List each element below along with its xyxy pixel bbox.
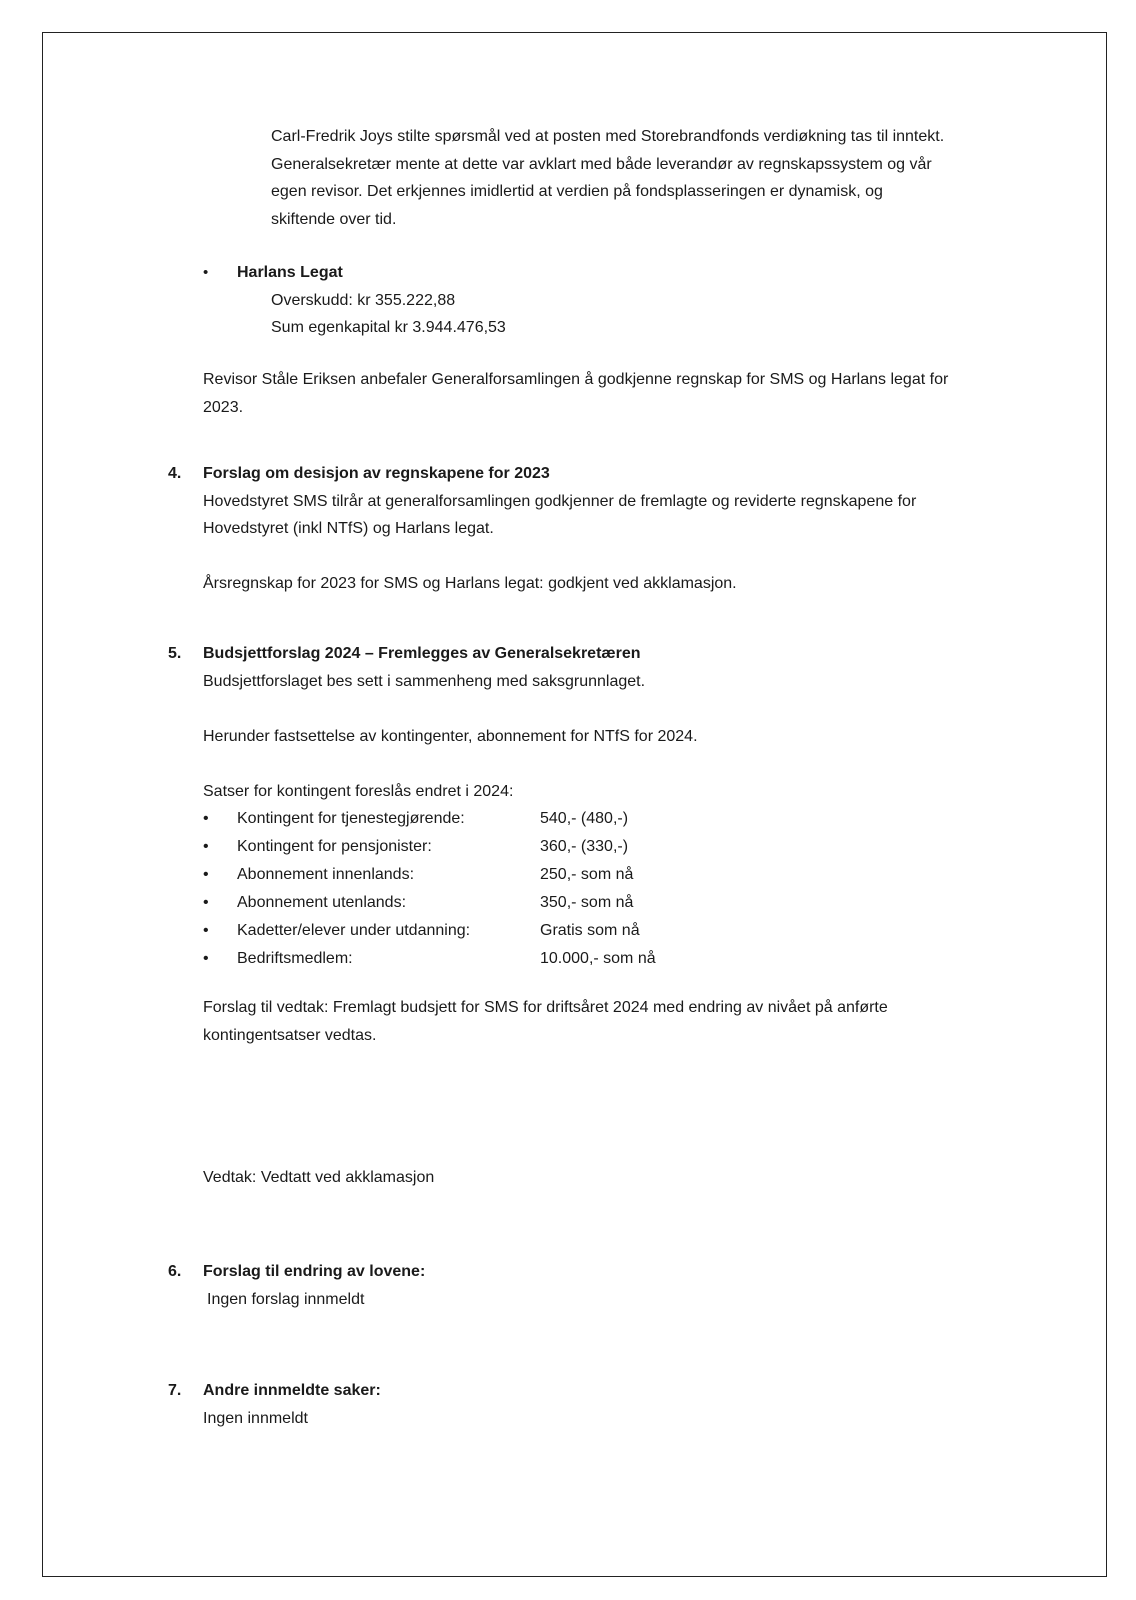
proposal-line: Forslag til vedtak: Fremlagt budsjett for SMS for driftsåret 2024 med endring av nivået på anførte: [203, 999, 888, 1016]
auditor-paragraph: [203, 366, 1023, 421]
intro-paragraph: [271, 123, 1016, 233]
proposal-line: kontingentsatser vedtas.: [203, 1026, 377, 1044]
bullet-icon: •: [203, 810, 209, 827]
bullet-icon: •: [203, 838, 209, 855]
rate-row: [203, 889, 1028, 917]
item-number: 4.: [168, 465, 182, 482]
auditor-line: Revisor Ståle Eriksen anbefaler Generalforsamlingen å godkjenne regnskap for SMS og Harlans legat for: [203, 371, 949, 388]
item-proposal: [203, 994, 1018, 1049]
rate-row: [203, 917, 1028, 945]
rate-label: Abonnement innenlands:: [237, 866, 415, 883]
item-number: 5.: [168, 645, 182, 662]
intro-line: egen revisor. Det erkjennes imidlertid at verdien på fondsplasseringen er dynamisk, og: [271, 183, 883, 200]
item-number: 7.: [168, 1382, 182, 1399]
rate-label: Abonnement utenlands:: [237, 894, 407, 911]
rate-row: [203, 805, 1028, 833]
bullet-icon: •: [203, 922, 209, 939]
harlans-equity: Sum egenkapital kr 3.944.476,53: [271, 319, 506, 336]
item-7: [168, 1377, 1028, 1432]
rate-value: 360,- (330,-): [540, 838, 629, 855]
rate-value: 250,- som nå: [540, 866, 634, 883]
rates-list: [203, 805, 1028, 973]
item-5-decision: Vedtak: Vedtatt ved akklamasjon: [203, 1169, 435, 1186]
rate-label: Bedriftsmedlem:: [237, 950, 353, 967]
intro-line: Carl-Fredrik Joys stilte spørsmål ved at posten med Storebrandfonds verdiøkning tas til inntekt.: [271, 128, 945, 145]
item-decision: Årsregnskap for 2023 for SMS og Harlans legat: godkjent ved akklamasjon.: [203, 574, 737, 592]
bullet-icon: •: [203, 264, 209, 281]
item-title: Andre innmeldte saker:: [203, 1382, 381, 1399]
harlans-section: [203, 259, 803, 342]
item-herunder: Herunder fastsettelse av kontingenter, abonnement for NTfS for 2024.: [203, 728, 698, 745]
bullet-icon: •: [203, 950, 209, 967]
rate-value: 10.000,- som nå: [540, 950, 656, 967]
item-6: [168, 1258, 1028, 1313]
rate-value: 350,- som nå: [540, 894, 634, 911]
rates-intro: Satser for kontingent foreslås endret i 2024:: [203, 782, 514, 800]
item-body: Ingen forslag innmeldt: [207, 1290, 365, 1308]
bullet-icon: •: [203, 894, 209, 911]
rate-label: Kadetter/elever under utdanning:: [237, 922, 471, 939]
item-title: Budsjettforslag 2024 – Fremlegges av Generalsekretæren: [203, 645, 641, 662]
item-body-line: Hovedstyret (inkl NTfS) og Harlans legat.: [203, 520, 494, 537]
item-number: 6.: [168, 1263, 182, 1280]
bullet-icon: •: [203, 866, 209, 883]
harlans-title: Harlans Legat: [237, 264, 343, 281]
item-5: [168, 640, 1028, 1049]
item-title: Forslag om desisjon av regnskapene for 2023: [203, 465, 550, 482]
rate-row: [203, 861, 1028, 889]
rate-label: Kontingent for pensjonister:: [237, 838, 432, 855]
item-title: Forslag til endring av lovene:: [203, 1263, 426, 1280]
item-body: Budsjettforslaget bes sett i sammenheng med saksgrunnlaget.: [203, 672, 646, 690]
item-body: Ingen innmeldt: [203, 1409, 308, 1427]
rate-row: [203, 833, 1028, 861]
rate-row: [203, 945, 1028, 973]
intro-line: Generalsekretær mente at dette var avklart med både leverandør av regnskapssystem og vår: [271, 155, 932, 173]
rate-label: Kontingent for tjenestegjørende:: [237, 810, 465, 827]
item-body-line: Hovedstyret SMS tilrår at generalforsamlingen godkjenner de fremlagte og reviderte regnskapene for: [203, 492, 917, 510]
rate-value: 540,- (480,-): [540, 810, 629, 827]
item-4: [168, 460, 1028, 597]
intro-line: skiftende over tid.: [271, 210, 397, 228]
harlans-surplus: Overskudd: kr 355.222,88: [271, 291, 456, 309]
rate-value: Gratis som nå: [540, 922, 640, 939]
auditor-line: 2023.: [203, 398, 244, 416]
